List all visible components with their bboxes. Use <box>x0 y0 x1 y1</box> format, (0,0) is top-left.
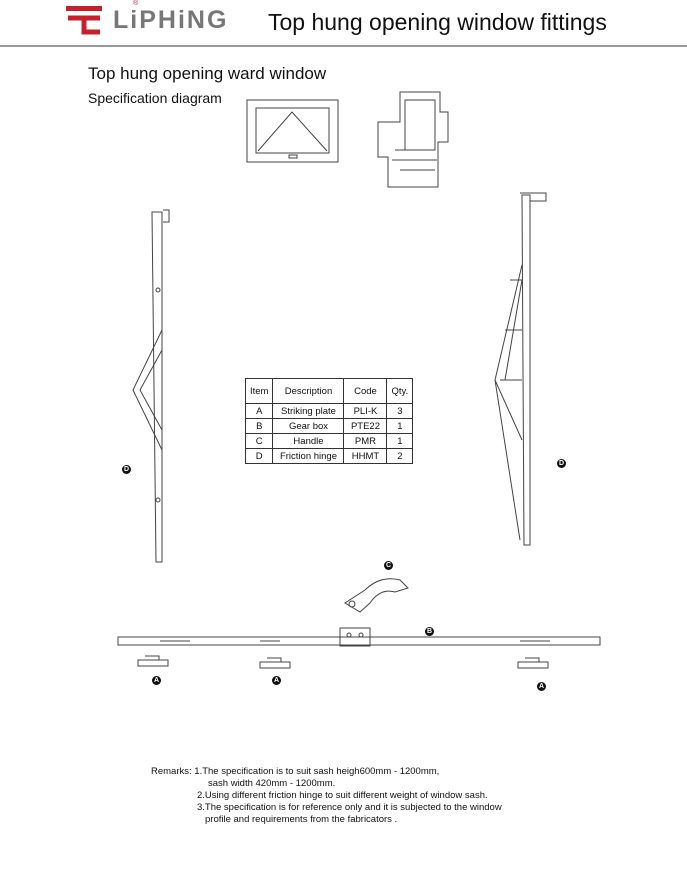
callout-c: C <box>385 562 392 569</box>
cell: D <box>246 449 273 464</box>
cell: C <box>246 434 273 449</box>
cell: B <box>246 419 273 434</box>
remark-1-cont: sash width 420mm - 1200mm. <box>208 778 336 789</box>
remark-2: 2.Using different friction hinge to suit different weight of window sash. <box>197 790 488 801</box>
cell: 2 <box>387 449 413 464</box>
diagram-label: Specification diagram <box>88 90 222 106</box>
callout-b: B <box>426 628 433 635</box>
table-row <box>246 434 413 449</box>
remark-3-cont: profile and requirements from the fabricators . <box>205 814 398 825</box>
cell: 1 <box>387 434 413 449</box>
cell: Handle <box>273 434 344 449</box>
table-row <box>246 404 413 419</box>
page-title: Top hung opening window fittings <box>268 9 607 35</box>
profile-section-icon <box>378 92 448 187</box>
col-item: Item <box>246 379 273 404</box>
registered-mark: ® <box>133 0 139 7</box>
gear-box-bar-icon <box>118 628 600 646</box>
remark-3: 3.The specification is for reference only and it is subjected to the window <box>197 802 502 813</box>
handle-icon <box>345 579 408 612</box>
table-header-row <box>246 379 413 404</box>
cell: Gear box <box>273 419 344 434</box>
remarks <box>151 766 502 826</box>
parts-table <box>245 378 413 464</box>
striking-plate-icons <box>138 656 548 668</box>
callout-a-1: A <box>153 677 160 684</box>
cell: A <box>246 404 273 419</box>
cell: HHMT <box>344 449 387 464</box>
section-title: Top hung opening ward window <box>88 64 327 83</box>
cell: 1 <box>387 419 413 434</box>
callout-d-left: D <box>123 466 130 473</box>
callout-d-right: D <box>558 460 565 467</box>
window-icon <box>247 100 338 162</box>
table-row <box>246 449 413 464</box>
cell: PMR <box>344 434 387 449</box>
callout-a-3: A <box>538 683 545 690</box>
col-code: Code <box>344 379 387 404</box>
cell: Friction hinge <box>273 449 344 464</box>
col-description: Description <box>273 379 344 404</box>
friction-hinge-right-icon <box>495 193 546 545</box>
cell: 3 <box>387 404 413 419</box>
cell: Striking plate <box>273 404 344 419</box>
cell: PTE22 <box>344 419 387 434</box>
col-qty: Qty. <box>387 379 413 404</box>
remark-1: 1.The specification is to suit sash heigh600mm - 1200mm, <box>194 766 440 777</box>
remarks-label: Remarks: <box>151 766 192 777</box>
friction-hinge-left-icon <box>133 210 169 562</box>
cell: PLI-K <box>344 404 387 419</box>
brand-name: LiPHiNG <box>113 6 229 34</box>
table-row <box>246 419 413 434</box>
callout-a-2: A <box>273 677 280 684</box>
